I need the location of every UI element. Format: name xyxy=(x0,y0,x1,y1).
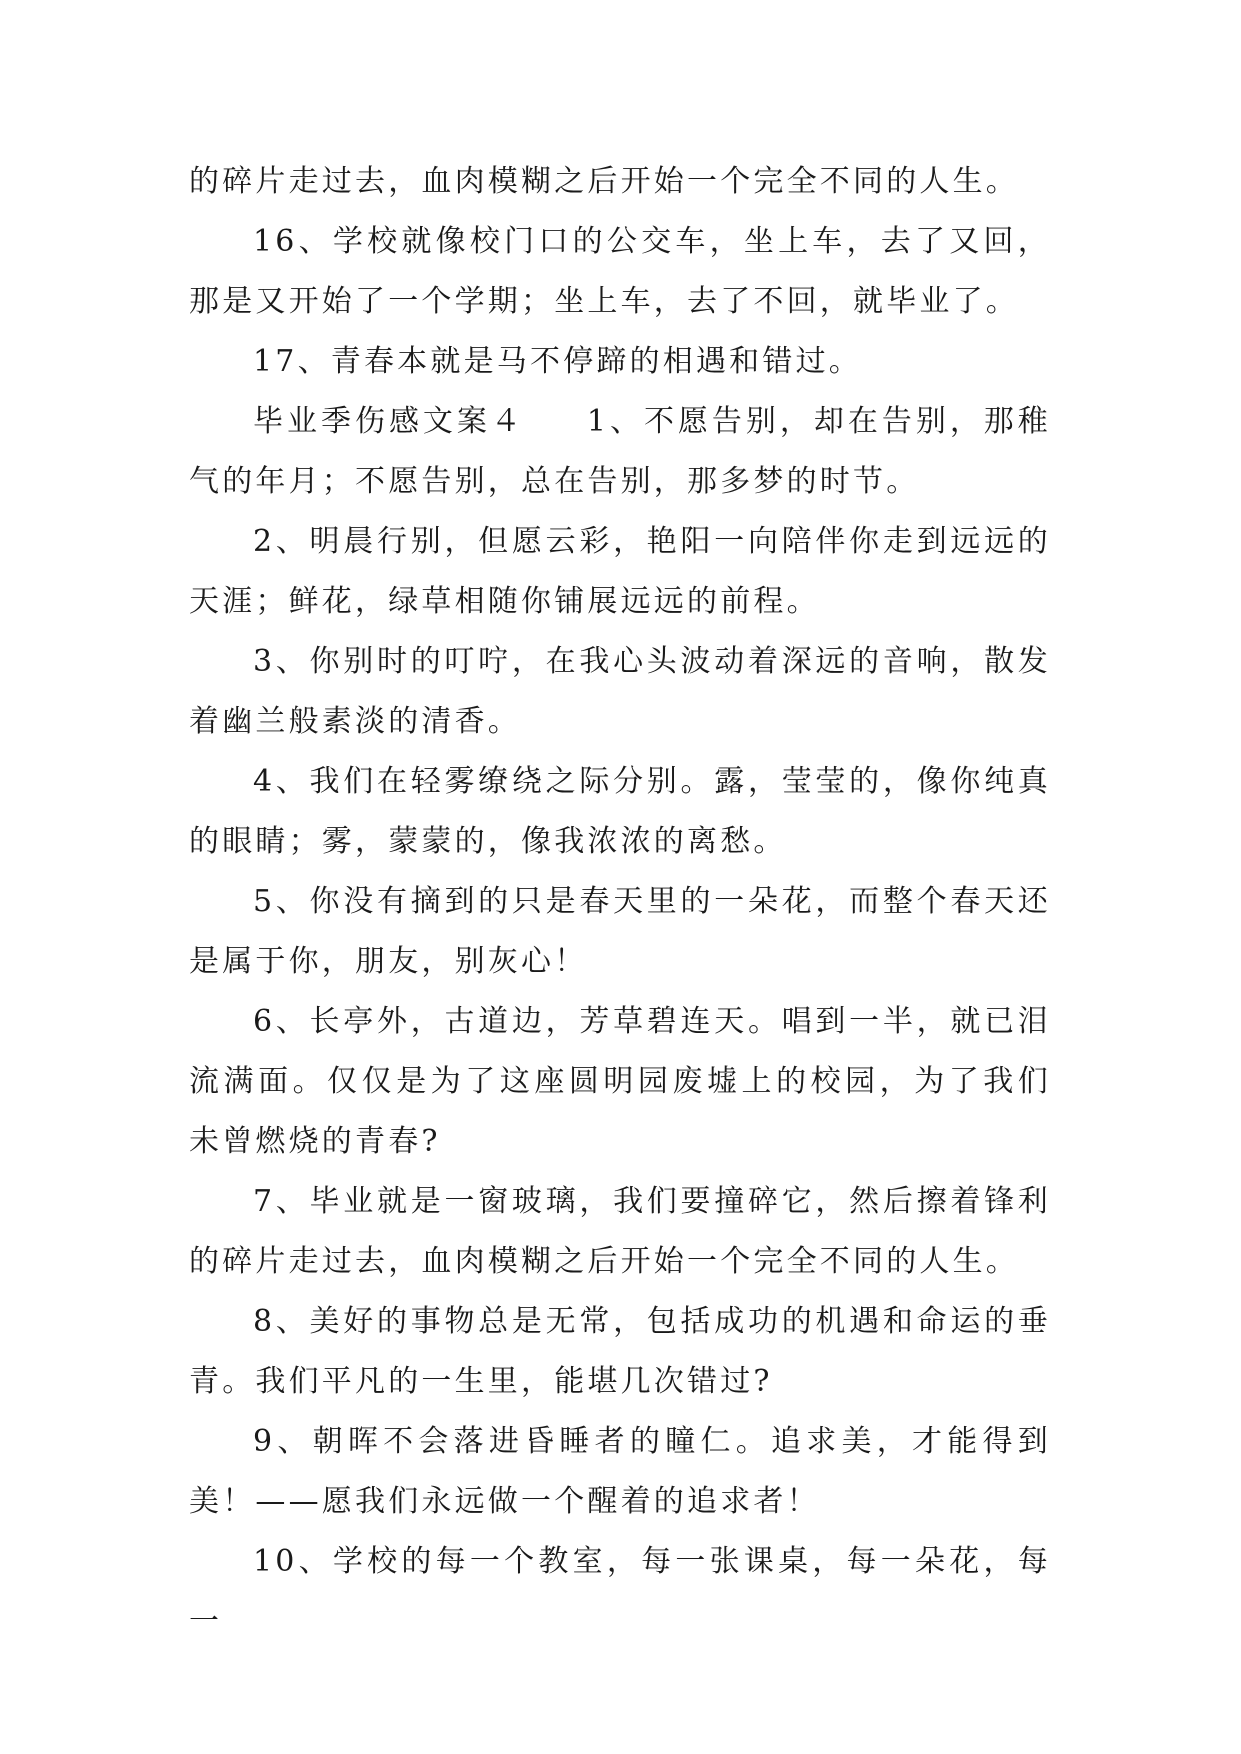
paragraph-item-5 xyxy=(189,872,1051,992)
paragraph-text: 1、不愿告别，却在告别，那稚气的年月；不愿告别，总在告别，那多梦的时节。 xyxy=(189,404,1051,499)
paragraph-text: 的碎片走过去，血肉模糊之后开始一个完全不同的人生。 xyxy=(189,164,1019,199)
paragraph-text: 8、美好的事物总是无常，包括成功的机遇和命运的垂青。我们平凡的一生里，能堪几次错过? xyxy=(189,1304,1051,1399)
paragraph-item-6 xyxy=(189,992,1051,1172)
paragraph-text: 3、你别时的叮咛，在我心头波动着深远的音响，散发着幽兰般素淡的清香。 xyxy=(189,644,1051,739)
paragraph-item-16 xyxy=(189,212,1051,332)
paragraph-item-2 xyxy=(189,512,1051,632)
paragraph-text: 2、明晨行别，但愿云彩，艳阳一向陪伴你走到远远的天涯；鲜花，绿草相随你铺展远远的前程。 xyxy=(189,524,1051,619)
paragraph-text: 16、学校就像校门口的公交车，坐上车，去了又回，那是又开始了一个学期；坐上车，去了不回，就毕业了。 xyxy=(189,224,1051,319)
paragraph-text: 4、我们在轻雾缭绕之际分别。露，莹莹的，像你纯真的眼睛；雾，蒙蒙的，像我浓浓的离愁。 xyxy=(189,764,1051,859)
paragraph-continuation xyxy=(189,152,1051,212)
paragraph-text: 9、朝晖不会落进昏睡者的瞳仁。追求美，才能得到美！——愿我们永远做一个醒着的追求者！ xyxy=(189,1424,1051,1519)
paragraph-text: 6、长亭外，古道边，芳草碧连天。唱到一半，就已泪流满面。仅仅是为了这座圆明园废墟上的校园，为了我们未曾燃烧的青春? xyxy=(189,1004,1051,1159)
paragraph-text: 7、毕业就是一窗玻璃，我们要撞碎它，然后擦着锋利的碎片走过去，血肉模糊之后开始一个完全不同的人生。 xyxy=(189,1184,1051,1279)
paragraph-text: 10、学校的每一个教室，每一张课桌，每一朵花，每一 xyxy=(189,1544,1051,1639)
paragraph-text: 17、青春本就是马不停蹄的相遇和错过。 xyxy=(253,344,862,379)
paragraph-text: 5、你没有摘到的只是春天里的一朵花，而整个春天还是属于你，朋友，别灰心！ xyxy=(189,884,1051,979)
document-body xyxy=(189,152,1051,1652)
paragraph-item-10 xyxy=(189,1532,1051,1652)
paragraph-section-4 xyxy=(189,392,1051,512)
paragraph-item-8 xyxy=(189,1292,1051,1412)
paragraph-item-7 xyxy=(189,1172,1051,1292)
paragraph-item-3 xyxy=(189,632,1051,752)
paragraph-item-4 xyxy=(189,752,1051,872)
section-heading: 毕业季伤感文案４ xyxy=(253,404,525,439)
paragraph-item-17 xyxy=(189,332,1051,392)
paragraph-item-9 xyxy=(189,1412,1051,1532)
